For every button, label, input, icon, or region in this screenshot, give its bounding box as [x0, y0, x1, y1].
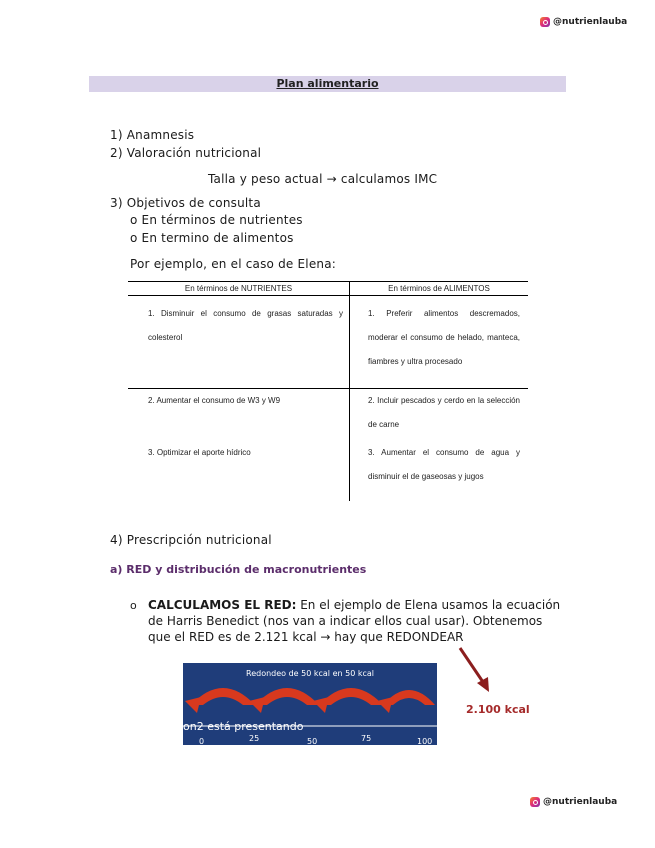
- objectives-table: [128, 281, 528, 501]
- result-arrow: [455, 645, 495, 695]
- table-header-row: [128, 282, 528, 296]
- table-cell: 3. Aumentar el consumo de agua y disminuir el de gaseosas y jugos: [368, 448, 520, 481]
- list-item-valoracion: 2) Valoración nutricional: [110, 146, 262, 160]
- red-text: En el ejemplo de Elena usamos la ecuación de Harris Benedict (nos van a indicar ellos cual usar). Obtenemos que el RED es de 2.121 kcal → hay que REDONDEAR: [148, 598, 561, 644]
- table-cell: 3. Optimizar el aporte hídrico: [148, 448, 251, 457]
- table-cell: 1. Preferir alimentos descremados, moderar el consumo de helado, manteca, fiambres y ultra procesado: [368, 309, 520, 366]
- title-bar: [89, 76, 566, 92]
- handle-text: @nutrienlauba: [543, 797, 618, 807]
- arrow-1: [255, 688, 319, 705]
- arrowhead-0: [185, 697, 201, 713]
- instagram-handle-bottom: [530, 797, 617, 807]
- red-bold-lead: CALCULAMOS EL RED:: [148, 598, 297, 612]
- table-cell: 2. Incluir pescados y cerdo en la selección de carne: [368, 396, 520, 429]
- tick-label: 0: [199, 737, 205, 745]
- arrow-0: [191, 688, 255, 705]
- list-item-objetivos: 3) Objetivos de consulta: [110, 196, 261, 210]
- table-row: [128, 296, 528, 389]
- page-title: Plan alimentario: [276, 77, 379, 90]
- instagram-handle-top: [540, 17, 627, 27]
- example-line: Por ejemplo, en el caso de Elena:: [130, 257, 337, 271]
- tick-label: 75: [361, 734, 372, 743]
- rounding-image: [183, 663, 437, 745]
- arrow-2: [319, 688, 383, 705]
- red-paragraph: [148, 597, 563, 645]
- table-header-alimentos: En términos de ALIMENTOS: [350, 282, 529, 296]
- list-item-anamnesis: 1) Anamnesis: [110, 128, 195, 142]
- handle-text: @nutrienlauba: [553, 17, 628, 27]
- table-header-nutrientes: En términos de NUTRIENTES: [128, 282, 350, 296]
- instagram-icon: [540, 17, 550, 27]
- bullet-marker: o: [130, 599, 137, 612]
- rounded-result: 2.100 kcal: [466, 703, 530, 716]
- prescripcion-heading: 4) Prescripción nutricional: [110, 533, 272, 547]
- tick-label: 100: [417, 737, 433, 745]
- tick-label: 50: [307, 737, 318, 745]
- table-row: [128, 389, 528, 442]
- table-cell: 1. Disminuir el consumo de grasas saturadas y colesterol: [148, 309, 343, 342]
- red-subheading: a) RED y distribución de macronutrientes: [110, 563, 367, 576]
- instagram-icon: [530, 797, 540, 807]
- talla-peso-line: Talla y peso actual → calculamos IMC: [208, 172, 438, 186]
- presenting-overlay: on2 está presentando: [183, 720, 304, 733]
- sub-item-nutrientes: o En términos de nutrientes: [130, 213, 303, 227]
- tick-label: 25: [249, 734, 260, 743]
- sub-item-alimentos: o En termino de alimentos: [130, 231, 294, 245]
- image-caption: Redondeo de 50 kcal en 50 kcal: [246, 669, 374, 678]
- table-row: [128, 441, 528, 501]
- table-cell: 2. Aumentar el consumo de W3 y W9: [148, 396, 281, 405]
